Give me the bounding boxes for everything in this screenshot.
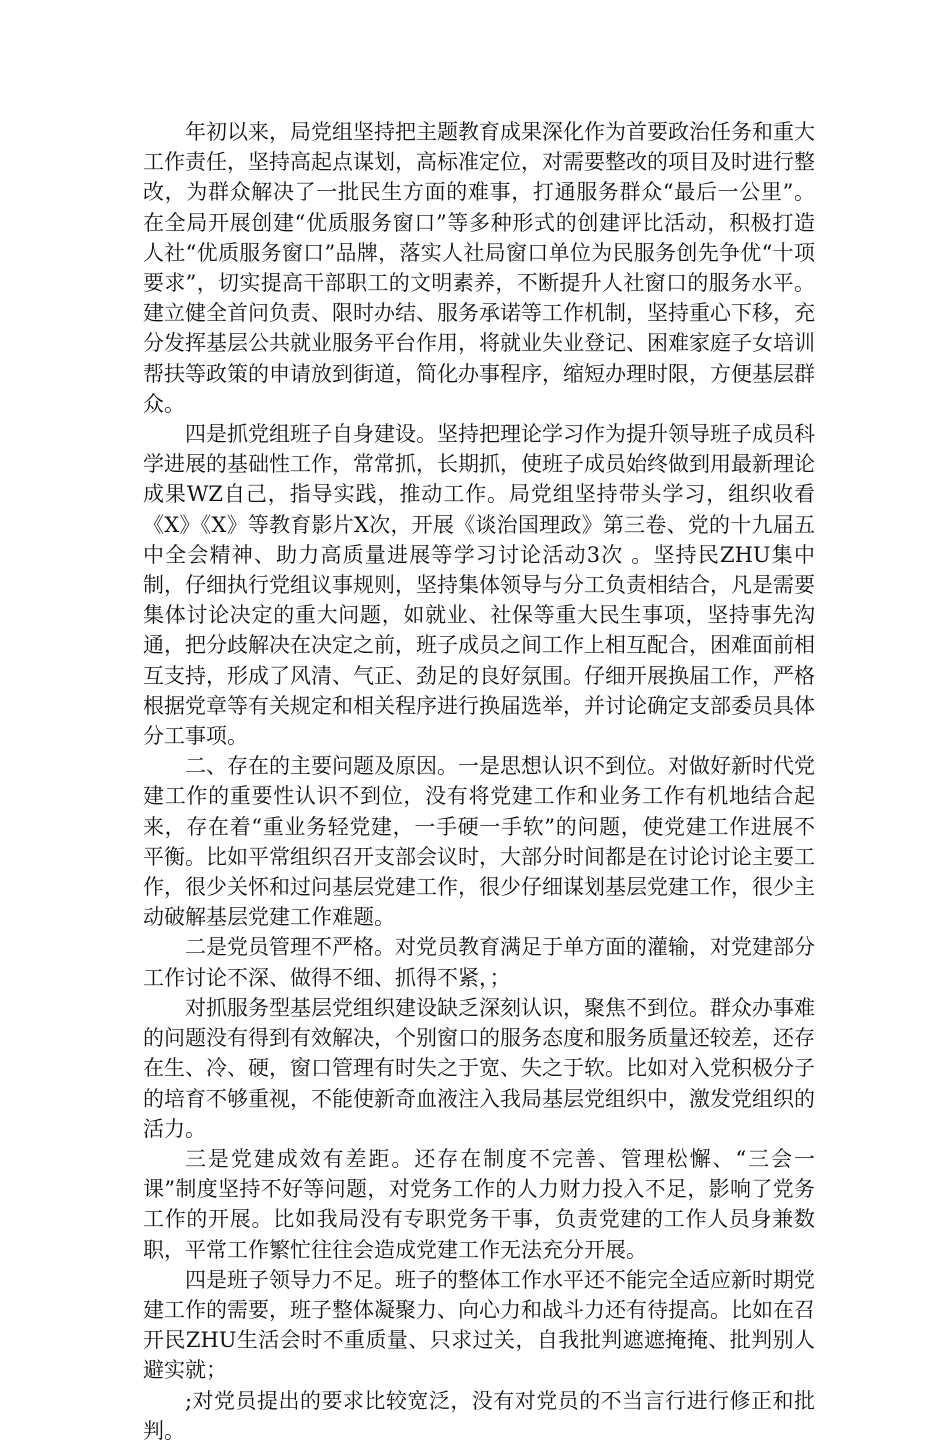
paragraph-5: 对抓服务型基层党组织建设缺乏深刻认识，聚焦不到位。群众办事难的问题没有得到有效解决，个别窗口的服务态度和服务质量还较差，还存在生、冷、硬，窗口管理有时失之于宽、失之于软。比如对入党积极分子的培育不够重视，不能使新奇血液注入我局基层党组织中，激发党组织的活力。 xyxy=(143,995,815,1141)
paragraph-1: 年初以来，局党组坚持把主题教育成果深化作为首要政治任务和重大工作责任，坚持高起点谋划，高标准定位，对需要整改的项目及时进行整改，为群众解决了一批民生方面的难事，打通服务群众“最后一公里”。在全局开展创建“优质服务窗口”等多种形式的创建评比活动，积极打造人社“优质服务窗口”品牌，落实人社局窗口单位为民服务创先争优“十项要求”，切实提高干部职工的文明素养，不断提升人社窗口的服务水平。建立健全首问负责、限时办结、服务承诺等工作机制，坚持重心下移，充分发挥基层公共就业服务平台作用，将就业失业登记、困难家庭子女培训帮扶等政策的申请放到街道，简化办事程序，缩短办理时限，方便基层群众。 xyxy=(143,120,815,416)
paragraph-2: 四是抓党组班子自身建设。坚持把理论学习作为提升领导班子成员科学进展的基础性工作，常常抓，长期抓，使班子成员始终做到用最新理论成果WZ自己，指导实践，推动工作。局党组坚持带头学习，组织收看《X》《X》等教育影片X次，开展《谈治国理政》第三卷、党的十九届五中全会精神、助力高质量进展等学习讨论活动3次 。坚持民ZHU集中制，仔细执行党组议事规则，坚持集体领导与分工负责相结合，凡是需要集体讨论决定的重大问题，如就业、社保等重大民生事项，坚持事先沟通，把分歧解决在决定之前，班子成员之间工作上相互配合，困难面前相互支持，形成了风清、气正、劲足的良好氛围。仔细开展换届工作，严格根据党章等有关规定和相关程序进行换届选举，并讨论确定支部委员具体分工事项。 xyxy=(143,422,815,749)
paragraph-7: 四是班子领导力不足。班子的整体工作水平还不能完全适应新时期党建工作的需要，班子整体凝聚力、向心力和战斗力还有待提高。比如在召开民ZHU生活会时不重质量、只求过关，自我批判遮遮掩掩、批判别人避实就； xyxy=(143,1267,815,1383)
paragraph-3: 二、存在的主要问题及原因。一是思想认识不到位。对做好新时代党建工作的重要性认识不到位，没有将党建工作和业务工作有机地结合起来，存在着“重业务轻党建，一手硬一手软”的问题，使党建工作进展不平衡。比如平常组织召开支部会议时，大部分时间都是在讨论讨论主要工作，很少关怀和过问基层党建工作，很少仔细谋划基层党建工作，很少主动破解基层党建工作难题。 xyxy=(143,754,815,930)
paragraph-8: ;对党员提出的要求比较宽泛，没有对党员的不当言行进行修正和批判。 xyxy=(143,1388,815,1443)
paragraph-4: 二是党员管理不严格。对党员教育满足于单方面的灌输，对党建部分工作讨论不深、做得不细、抓得不紧，； xyxy=(143,935,815,990)
document-body xyxy=(143,117,815,1446)
paragraph-6: 三是党建成效有差距。还存在制度不完善、管理松懈、“三会一课”制度坚持不好等问题，对党务工作的人力财力投入不足，影响了党务工作的开展。比如我局没有专职党务干事，负责党建的工作人员身兼数职，平常工作繁忙往往会造成党建工作无法充分开展。 xyxy=(143,1146,815,1262)
